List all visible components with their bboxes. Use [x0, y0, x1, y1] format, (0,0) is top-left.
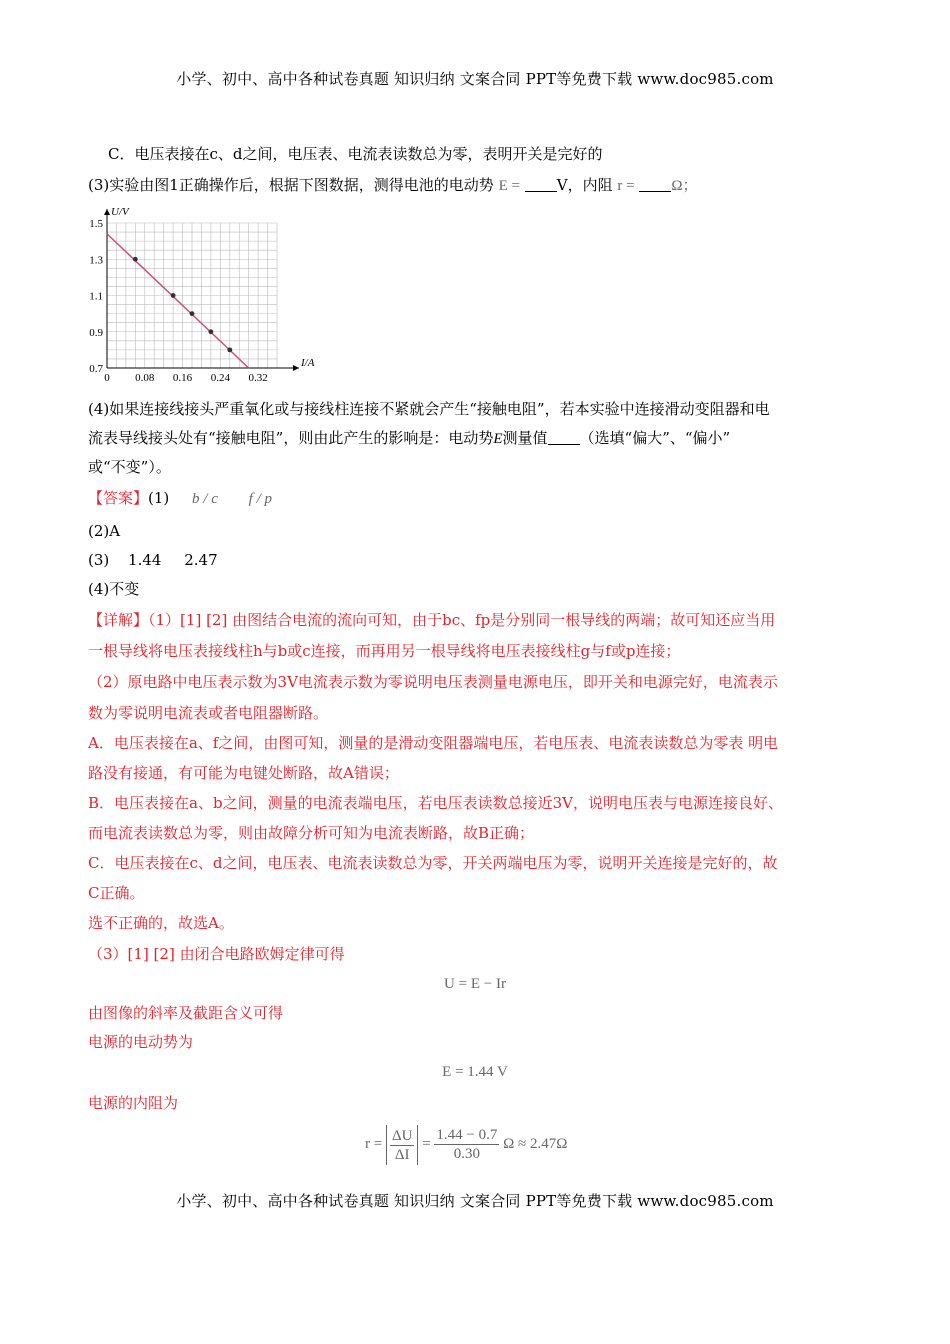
y-axis-label: U/V: [111, 206, 129, 218]
detail-2-line-2: 数为零说明电流表或者电阻器断路。: [88, 704, 329, 722]
eq-r: r =: [365, 1136, 383, 1152]
answer-2: (2)A: [88, 522, 121, 540]
question-option-c: C．电压表接在c、d之间，电压表、电流表读数总为零，表明开关是完好的: [108, 145, 603, 163]
detail-selection: 选不正确的，故选A。: [88, 914, 234, 932]
x-tick-label: 0.16: [172, 372, 193, 384]
detail-c-line-1: C．电压表接在c、d之间，电压表、电流表读数总为零，开关两端电压为零，说明开关连接是完好的，故: [88, 854, 778, 872]
detail-b-line-1: B．电压表接在a、b之间，测量的电流表端电压，若电压表读数总接近3V，说明电压表与电源连接良好、: [88, 794, 783, 812]
eq-abs: [386, 1125, 418, 1165]
equation-ohm-law: U = E − Ir: [444, 976, 506, 992]
answer-1: [88, 487, 272, 510]
emf-symbol-q4: E: [493, 431, 503, 447]
y-tick-label: 0.7: [89, 363, 103, 375]
detail-a-line-1: A．电压表接在a、f之间，由图可知，测量的是滑动变阻器端电压，若电压表、电流表读数总为零表 明电: [88, 734, 779, 752]
u-i-chart: [88, 200, 328, 385]
emf-blank: [525, 177, 557, 192]
question-3: [88, 174, 698, 197]
eq-denominator: 0.30: [453, 1146, 481, 1163]
detail-1-line-2: 一根导线将电压表接线柱h与b或c连接，而再用另一根导线将电压表接线柱g与f或p连接；: [88, 642, 681, 660]
question-4-text-c: （选填“偏大”、“偏小”: [579, 429, 731, 447]
resistance-symbol: r =: [617, 178, 635, 194]
detail-1-line-1: [88, 609, 775, 631]
answer-3-num: (3): [88, 551, 110, 569]
question-4-line-1: (4)如果连接线接头严重氧化或与接线柱连接不紧就会产生“接触电阻”，若本实验中连接滑动变阻器和电: [88, 400, 770, 418]
equation-emf: E = 1.44 V: [442, 1064, 508, 1080]
detail-3-d: 电源的内阻为: [88, 1094, 179, 1112]
answer-label: 【答案】: [88, 489, 149, 507]
x-axis-arrow: [293, 365, 299, 371]
question-4-text: 流表导线接头处有“接触电阻”，则由此产生的影响是：电动势: [88, 429, 494, 447]
eq-delta-i: ΔI: [394, 1146, 410, 1163]
emf-symbol: E =: [498, 178, 520, 194]
x-axis-label: I/A: [301, 357, 315, 369]
question-4-line-3: 或“不变”）。: [88, 458, 171, 476]
y-axis-arrow: [104, 209, 110, 215]
data-point: [171, 293, 176, 298]
detail-1-text: （1）[1] [2] 由图结合电流的流向可知，由于bc、fp是分别同一根导线的两端；故可知还应当用: [148, 611, 776, 629]
eq-numerator: 1.44 − 0.7: [436, 1127, 498, 1144]
x-tick-label: 0.08: [135, 372, 155, 384]
detail-3-b: 由图像的斜率及截距含义可得: [88, 1004, 284, 1022]
data-point: [227, 347, 232, 352]
question-4-blank: [548, 430, 580, 445]
x-tick-label: 0: [104, 372, 110, 384]
eq-result: Ω ≈ 2.47Ω: [503, 1136, 568, 1152]
answer-3-resistance: 2.47: [184, 551, 218, 569]
resistance-blank: [639, 177, 671, 192]
answer-4: (4)不变: [88, 580, 140, 598]
y-tick-label: 1.3: [89, 254, 103, 267]
data-point: [133, 257, 138, 262]
y-tick-label: 0.9: [89, 326, 103, 339]
answer-3-emf: 1.44: [128, 551, 162, 569]
x-tick-label: 0.32: [248, 372, 268, 384]
answer-1-b: f / p: [248, 491, 272, 507]
fit-line: [107, 234, 249, 368]
detail-c-line-2: C正确。: [88, 884, 145, 902]
equation-resistance: [365, 1124, 567, 1165]
detail-2-line-1: （2）原电路中电压表示数为3V电流表示数为零说明电压表测量电源电压，即开关和电源完好，电流表示: [88, 673, 778, 691]
page-header: 小学、初中、高中各种试卷真题 知识归纳 文案合同 PPT等免费下载 www.doc985.com: [176, 70, 774, 88]
page-footer: 小学、初中、高中各种试卷真题 知识归纳 文案合同 PPT等免费下载 www.doc985.com: [176, 1192, 774, 1210]
question-3-text: (3)实验由图1正确操作后，根据下图数据，测得电池的电动势: [88, 176, 494, 194]
detail-a-line-2: 路没有接通，有可能为电键处断路，故A错误；: [88, 764, 399, 782]
data-point: [190, 311, 195, 316]
detail-3: （3）[1] [2] 由闭合电路欧姆定律可得: [88, 945, 345, 963]
data-point: [208, 329, 213, 334]
detail-label: 【详解】: [88, 611, 149, 629]
answer-3: [88, 549, 218, 571]
detail-3-c: 电源的电动势为: [88, 1033, 194, 1051]
question-3-text-b: V，内阻: [556, 176, 613, 194]
eq-delta-u: ΔU: [391, 1127, 413, 1144]
y-tick-label: 1.5: [89, 218, 103, 230]
x-tick-label: 0.24: [210, 372, 230, 384]
y-tick-label: 1.1: [89, 290, 103, 303]
question-4-line-2: [88, 427, 730, 450]
eq-equals: =: [422, 1136, 431, 1152]
detail-b-line-2: 而电流表读数总为零，则由故障分析可知为电流表断路，故B正确；: [88, 824, 535, 842]
ohm-unit: Ω；: [671, 178, 698, 194]
answer-1-a: b / c: [192, 491, 218, 507]
question-4-text-b: 测量值: [502, 429, 548, 447]
answer-1-num: (1): [148, 489, 170, 507]
